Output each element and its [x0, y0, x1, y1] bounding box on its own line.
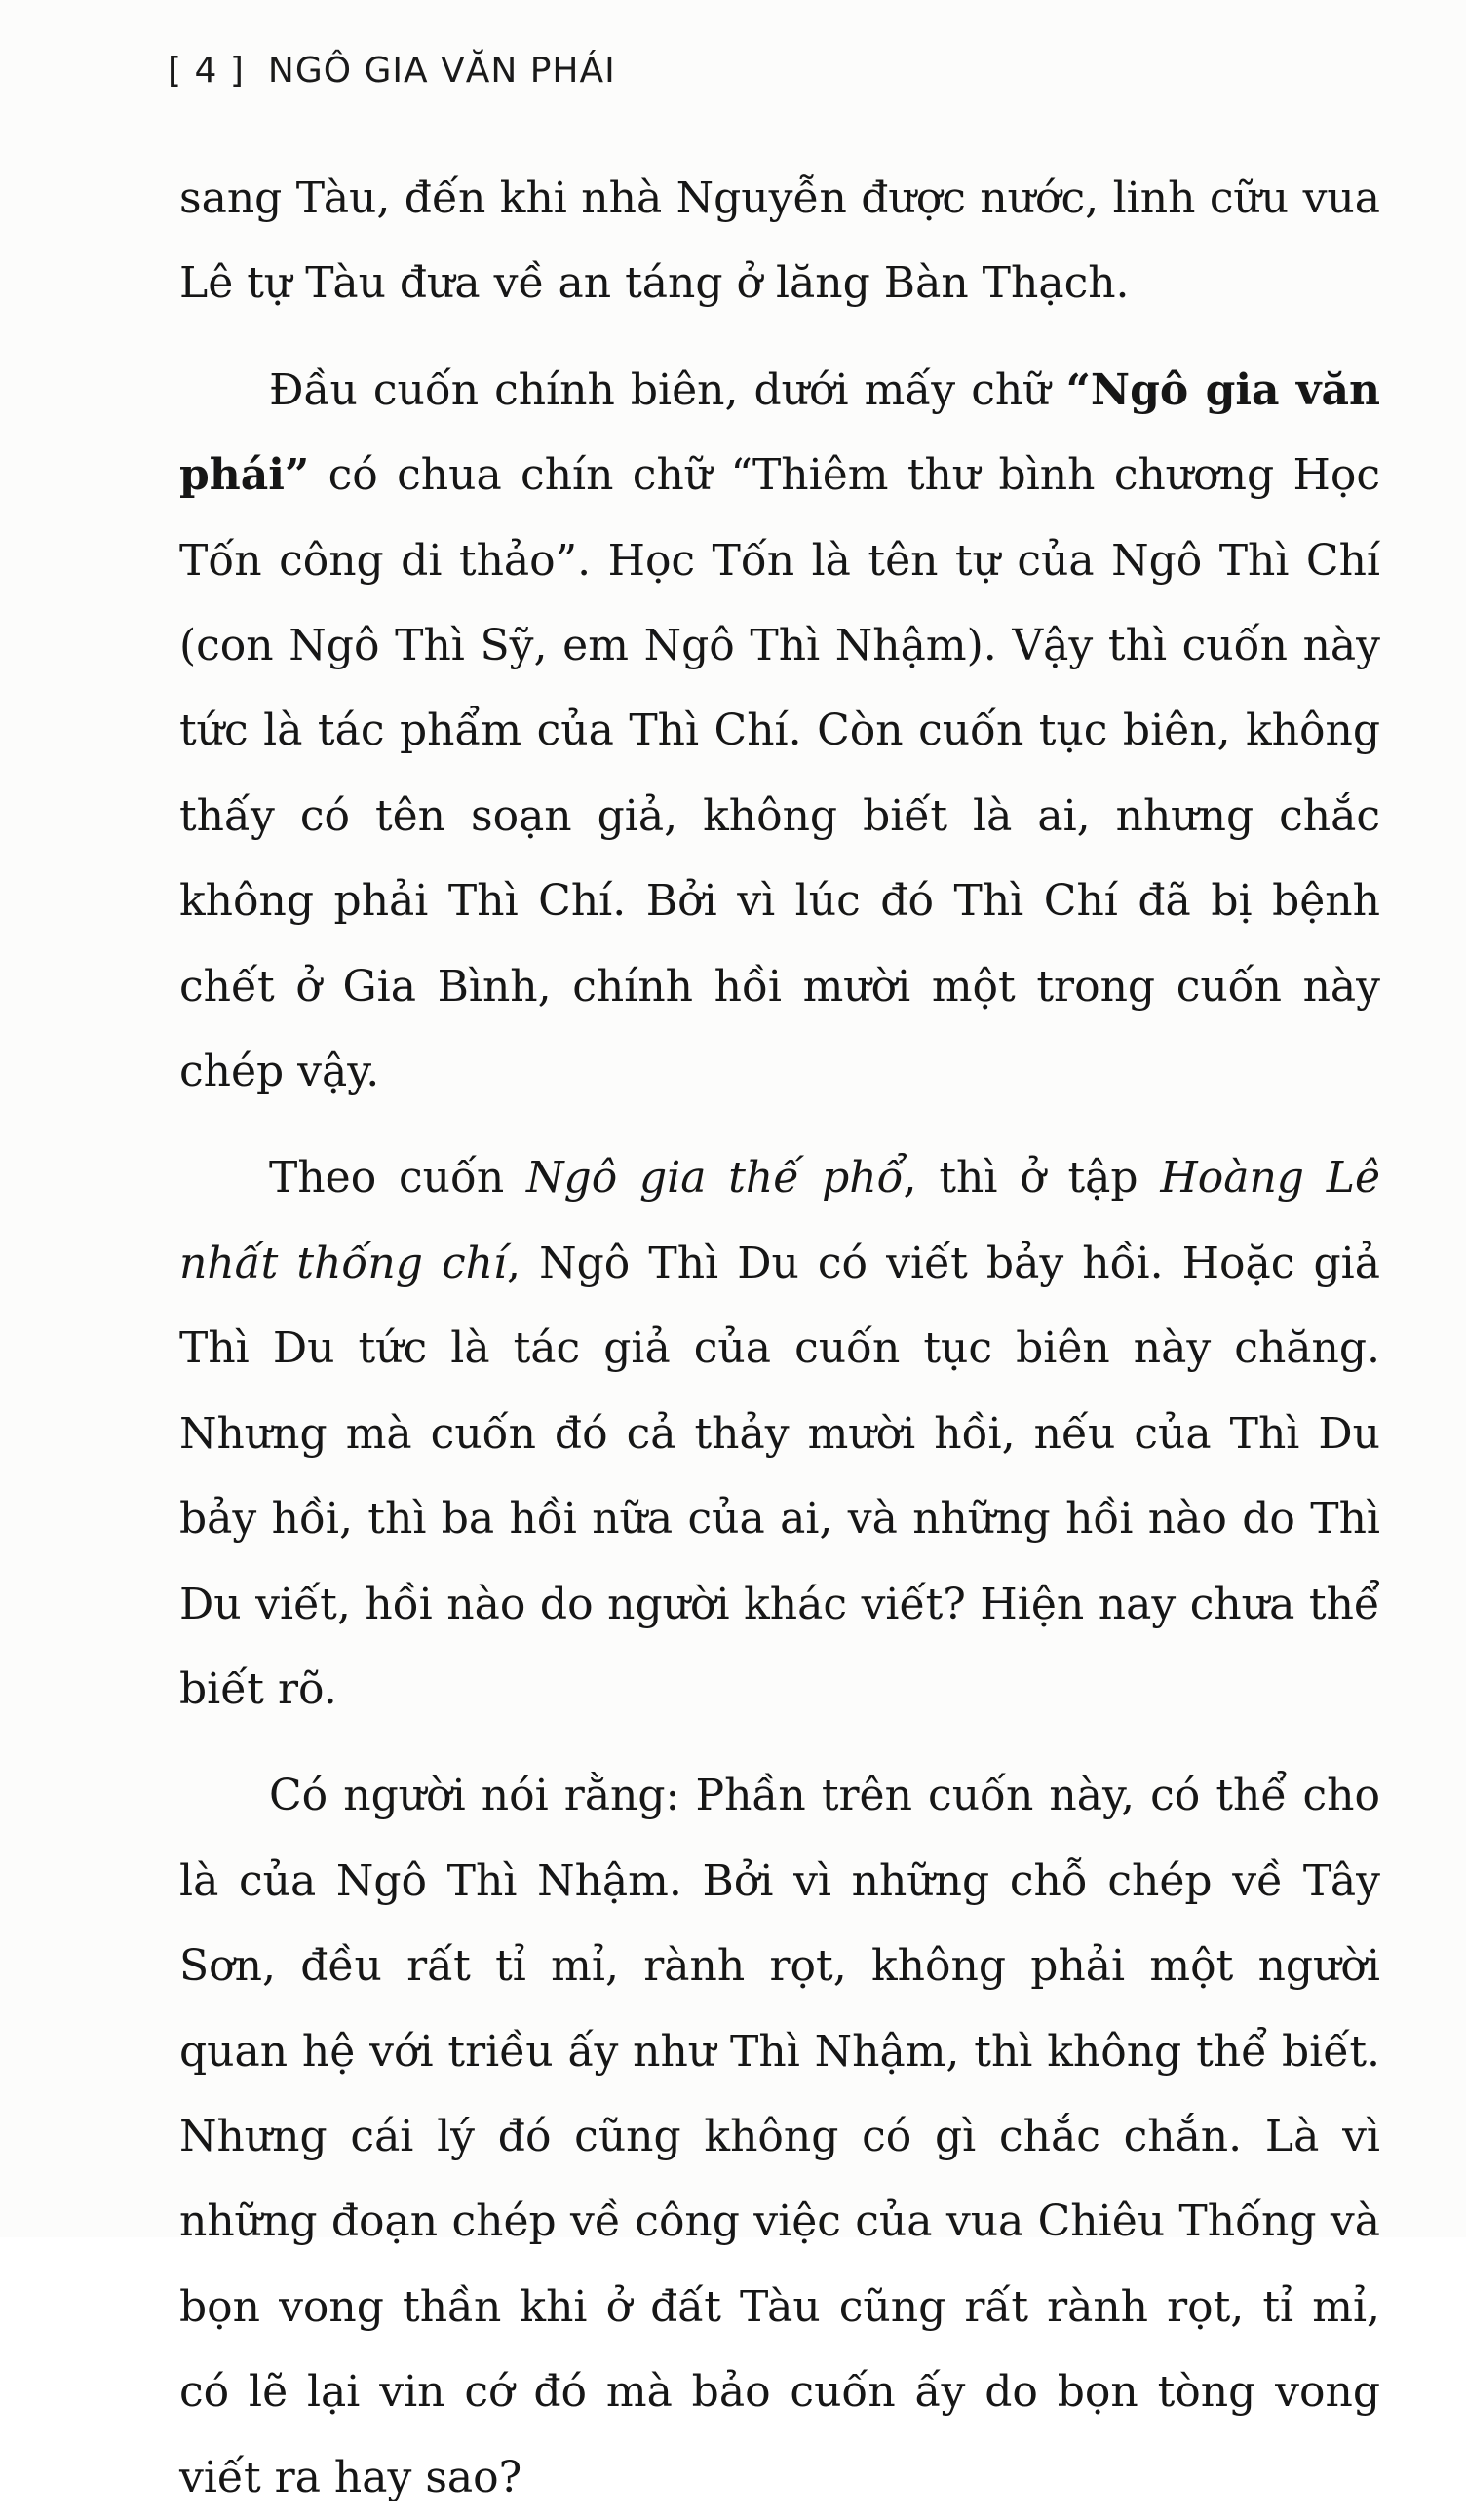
paragraph-2-text-b: có chua chín chữ “Thiêm thư bình chương Học Tốn công di thảo”. Học Tốn là tên tự của Ngô Thì Chí (con Ngô Thì Sỹ, em Ngô Thì Nhậm). Vậy thì cuốn này tức là tác phẩm của Thì Chí. Còn cuốn tục biên, không thấy có tên soạn giả, không biết là ai, nhưng chắc không phải Thì Chí. Bởi vì lúc đó Thì Chí đã bị bệnh chết ở Gia Bình, chính hồi mười một trong cuốn này chép vậy.: [179, 450, 1380, 1097]
paragraph-4: [179, 1753, 1380, 2520]
paragraph-3-text-b: , thì ở tập: [903, 1153, 1161, 1203]
running-header: [168, 51, 1386, 119]
book-title-italic-1: Ngô gia thế phổ: [526, 1153, 904, 1203]
paragraph-3: [179, 1135, 1380, 1732]
page-number: [ 4 ]: [168, 51, 245, 91]
paragraph-1: [179, 156, 1380, 326]
paragraph-1-text: sang Tàu, đến khi nhà Nguyễn được nước, linh cữu vua Lê tự Tàu đưa về an táng ở lăng Bàn Thạch.: [179, 173, 1380, 309]
body-text: [179, 156, 1380, 2520]
paragraph-3-text-a: Theo cuốn: [269, 1153, 527, 1203]
paragraph-4-text: Có người nói rằng: Phần trên cuốn này, có thể cho là của Ngô Thì Nhậm. Bởi vì những chỗ chép về Tây Sơn, đều rất tỉ mỉ, rành rọt, không phải một người quan hệ với triều ấy như Thì Nhậm, thì không thể biết. Nhưng cái lý đó cũng không có gì chắc chắn. Là vì những đoạn chép về công việc của vua Chiêu Thống và bọn vong thần khi ở đất Tàu cũng rất rành rọt, tỉ mỉ, có lẽ lại vin cớ đó mà bảo cuốn ấy do bọn tòng vong viết ra hay sao?: [179, 1771, 1380, 2502]
book-title-italic-2: Hoàng Lê nhất thống chí: [179, 1153, 1381, 1288]
paragraph-2-text-a: Đầu cuốn chính biên, dưới mấy chữ: [269, 364, 1066, 415]
book-title-bold: “Ngô gia văn phái”: [179, 364, 1380, 501]
paragraph-3-text-c: , Ngô Thì Du có viết bảy hồi. Hoặc giả Thì Du tức là tác giả của cuốn tục biên này chăng. Nhưng mà cuốn đó cả thảy mười hồi, nếu của Thì Du bảy hồi, thì ba hồi nữa của ai, và những hồi nào do Thì Du viết, hồi nào do người khác viết? Hiện nay chưa thể biết rõ.: [179, 1238, 1380, 1714]
paragraph-2: [179, 348, 1380, 1115]
running-title: NGÔ GIA VĂN PHÁI: [267, 51, 616, 91]
